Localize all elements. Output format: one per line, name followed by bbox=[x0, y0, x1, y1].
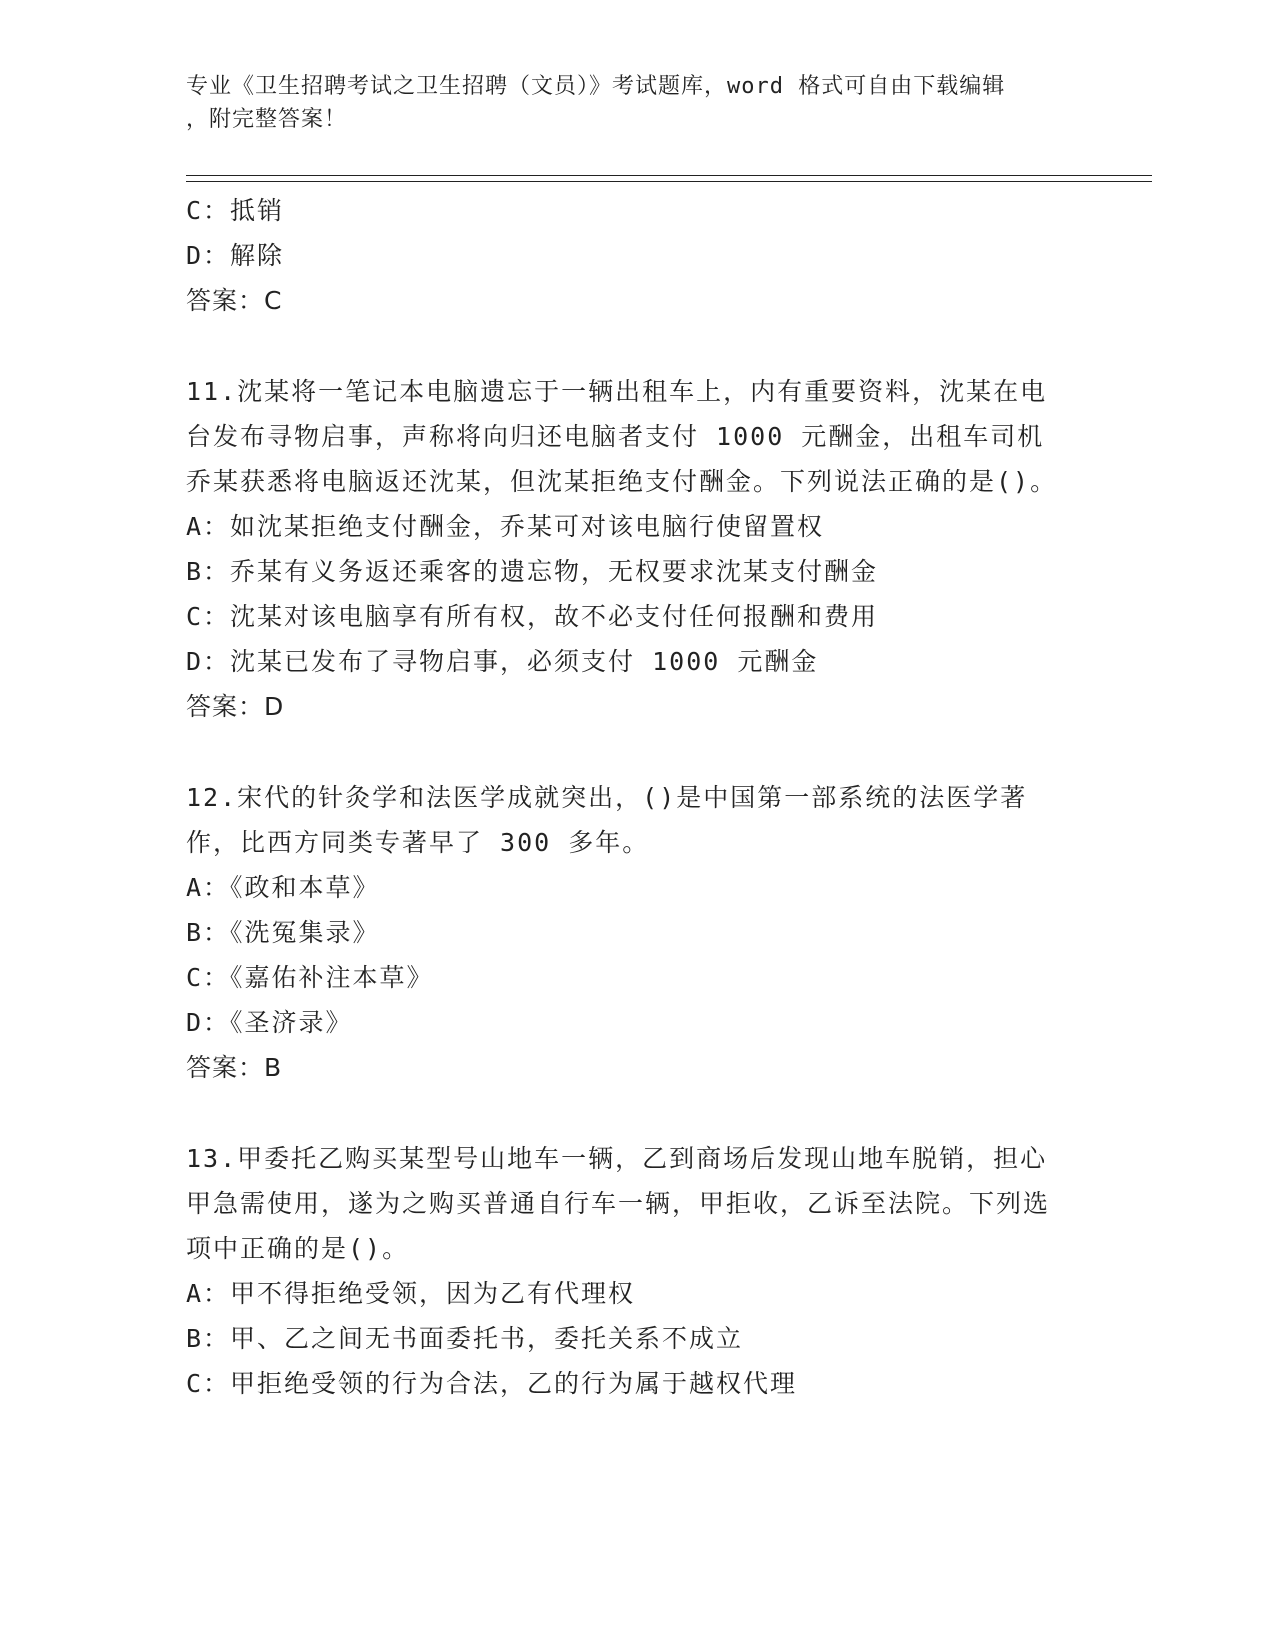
q13-option-b: B：甲、乙之间无书面委托书，委托关系不成立 bbox=[186, 1324, 744, 1353]
document-header bbox=[186, 70, 1066, 136]
q10-answer: 答案：C bbox=[186, 286, 283, 315]
q13-option-a: A：甲不得拒绝受领，因为乙有代理权 bbox=[186, 1279, 636, 1308]
q12-option-d: D：《圣济录》 bbox=[186, 1008, 353, 1037]
header-rule-bottom bbox=[186, 181, 1152, 182]
q12-option-a: A：《政和本草》 bbox=[186, 873, 380, 902]
question-content bbox=[186, 188, 1066, 1406]
q10-option-d: D：解除 bbox=[186, 241, 285, 270]
q13-option-c: C：甲拒绝受领的行为合法，乙的行为属于越权代理 bbox=[186, 1369, 798, 1398]
q12-stem: 12.宋代的针灸学和法医学成就突出，()是中国第一部系统的法医学著作，比西方同类专著早了 300 多年。 bbox=[186, 783, 1028, 857]
q11-option-c: C：沈某对该电脑享有所有权，故不必支付任何报酬和费用 bbox=[186, 602, 879, 631]
header-line-2: ，附完整答案！ bbox=[186, 107, 348, 132]
header-rule-top bbox=[186, 175, 1152, 176]
q13-stem: 13.甲委托乙购买某型号山地车一辆，乙到商场后发现山地车脱销，担心甲急需使用，遂为之购买普通自行车一辆，甲拒收，乙诉至法院。下列选项中正确的是()。 bbox=[186, 1144, 1051, 1263]
q11-option-a: A：如沈某拒绝支付酬金，乔某可对该电脑行使留置权 bbox=[186, 512, 825, 541]
q12-option-c: C：《嘉佑补注本草》 bbox=[186, 963, 434, 992]
q11-option-d: D：沈某已发布了寻物启事，必须支付 1000 元酬金 bbox=[186, 647, 819, 676]
q12-option-b: B：《洗冤集录》 bbox=[186, 918, 380, 947]
header-line-1: 专业《卫生招聘考试之卫生招聘（文员）》考试题库，word 格式可自由下载编辑 bbox=[186, 74, 1006, 99]
q11-answer: 答案：D bbox=[186, 692, 285, 721]
q11-option-b: B：乔某有义务返还乘客的遗忘物，无权要求沈某支付酬金 bbox=[186, 557, 879, 586]
q11-stem: 11.沈某将一笔记本电脑遗忘于一辆出租车上，内有重要资料，沈某在电台发布寻物启事，声称将向归还电脑者支付 1000 元酬金，出租车司机乔某获悉将电脑返还沈某，但沈某拒绝支付酬金。下列说法正确的是()。 bbox=[186, 377, 1058, 496]
q12-answer: 答案：B bbox=[186, 1053, 283, 1082]
q10-option-c: C：抵销 bbox=[186, 196, 285, 225]
